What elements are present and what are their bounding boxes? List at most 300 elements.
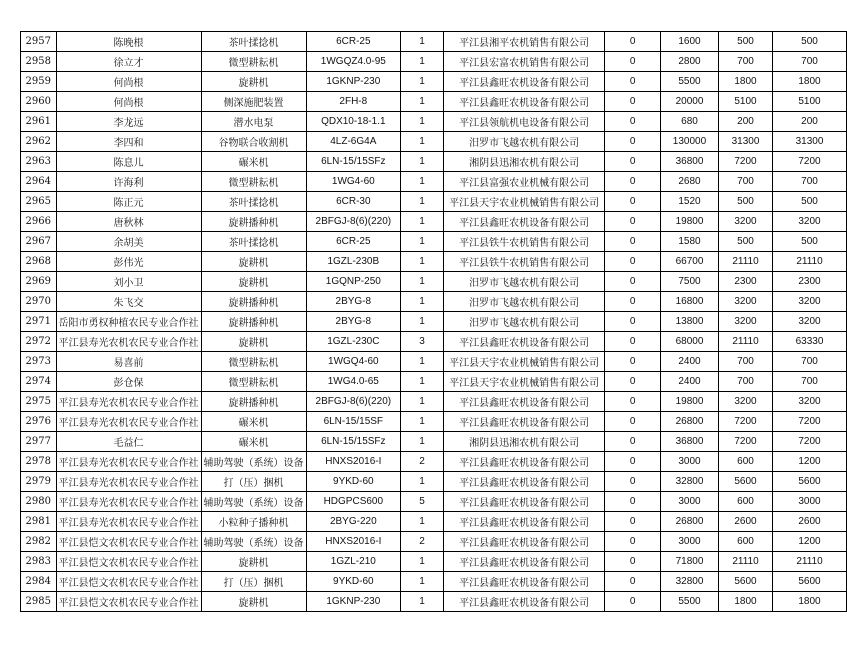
- cell-price: 36800: [660, 432, 718, 452]
- cell-price: 71800: [660, 552, 718, 572]
- cell-total-subsidy: 3200: [772, 292, 846, 312]
- cell-model: 1GZL-230B: [306, 252, 401, 272]
- cell-buyer-name: 唐秋林: [56, 212, 201, 232]
- cell-row-number: 2969: [21, 272, 57, 292]
- cell-unit-subsidy: 500: [719, 192, 773, 212]
- cell-machine-type: 茶叶揉捻机: [201, 232, 306, 252]
- table-row: [21, 332, 847, 352]
- cell-model: HDGPCS600: [306, 492, 401, 512]
- cell-col-zero: 0: [605, 372, 661, 392]
- cell-machine-type: 辅助驾驶（系统）设备: [201, 492, 306, 512]
- cell-quantity: 1: [401, 552, 444, 572]
- cell-buyer-name: 平江县恺文农机农民专业合作社: [56, 592, 201, 612]
- cell-machine-type: 旋耕播种机: [201, 392, 306, 412]
- cell-unit-subsidy: 5100: [719, 92, 773, 112]
- cell-machine-type: 微型耕耘机: [201, 352, 306, 372]
- cell-quantity: 1: [401, 312, 444, 332]
- cell-col-zero: 0: [605, 532, 661, 552]
- cell-row-number: 2981: [21, 512, 57, 532]
- cell-price: 32800: [660, 472, 718, 492]
- cell-model: 1WGQZ4.0-95: [306, 52, 401, 72]
- cell-col-zero: 0: [605, 52, 661, 72]
- cell-buyer-name: 何尚根: [56, 72, 201, 92]
- cell-machine-type: 旋耕机: [201, 72, 306, 92]
- cell-buyer-name: 彭伟光: [56, 252, 201, 272]
- cell-buyer-name: 李四和: [56, 132, 201, 152]
- cell-buyer-name: 平江县寿光农机农民专业合作社: [56, 412, 201, 432]
- cell-row-number: 2985: [21, 592, 57, 612]
- cell-total-subsidy: 700: [772, 52, 846, 72]
- cell-buyer-name: 平江县恺文农机农民专业合作社: [56, 572, 201, 592]
- cell-buyer-name: 何尚根: [56, 92, 201, 112]
- cell-dealer: 平江县鑫旺农机设备有限公司: [443, 592, 604, 612]
- cell-price: 3000: [660, 532, 718, 552]
- cell-total-subsidy: 700: [772, 372, 846, 392]
- cell-price: 1600: [660, 32, 718, 52]
- cell-price: 3000: [660, 492, 718, 512]
- cell-row-number: 2979: [21, 472, 57, 492]
- cell-quantity: 1: [401, 92, 444, 112]
- cell-col-zero: 0: [605, 92, 661, 112]
- cell-machine-type: 旋耕机: [201, 272, 306, 292]
- cell-dealer: 平江县鑫旺农机设备有限公司: [443, 332, 604, 352]
- cell-total-subsidy: 700: [772, 172, 846, 192]
- cell-quantity: 1: [401, 272, 444, 292]
- cell-dealer: 湘阴县迅湘农机有限公司: [443, 152, 604, 172]
- cell-price: 26800: [660, 512, 718, 532]
- cell-price: 66700: [660, 252, 718, 272]
- cell-model: 1GZL-210: [306, 552, 401, 572]
- cell-col-zero: 0: [605, 72, 661, 92]
- cell-row-number: 2960: [21, 92, 57, 112]
- table-row: [21, 352, 847, 372]
- cell-dealer: 平江县鑫旺农机设备有限公司: [443, 72, 604, 92]
- cell-quantity: 5: [401, 492, 444, 512]
- cell-price: 19800: [660, 212, 718, 232]
- cell-col-zero: 0: [605, 492, 661, 512]
- cell-model: HNXS2016-I: [306, 532, 401, 552]
- cell-price: 7500: [660, 272, 718, 292]
- cell-unit-subsidy: 31300: [719, 132, 773, 152]
- cell-dealer: 平江县鑫旺农机设备有限公司: [443, 212, 604, 232]
- cell-row-number: 2974: [21, 372, 57, 392]
- cell-row-number: 2959: [21, 72, 57, 92]
- cell-model: 6CR-25: [306, 232, 401, 252]
- cell-quantity: 1: [401, 32, 444, 52]
- cell-quantity: 1: [401, 232, 444, 252]
- cell-machine-type: 打（压）捆机: [201, 572, 306, 592]
- cell-total-subsidy: 2300: [772, 272, 846, 292]
- cell-model: 1GZL-230C: [306, 332, 401, 352]
- cell-dealer: 平江县鑫旺农机设备有限公司: [443, 532, 604, 552]
- table-row: [21, 452, 847, 472]
- cell-total-subsidy: 7200: [772, 432, 846, 452]
- cell-buyer-name: 平江县寿光农机农民专业合作社: [56, 392, 201, 412]
- cell-unit-subsidy: 500: [719, 32, 773, 52]
- cell-col-zero: 0: [605, 252, 661, 272]
- cell-dealer: 平江县天宇农业机械销售有限公司: [443, 372, 604, 392]
- cell-model: 9YKD-60: [306, 472, 401, 492]
- cell-unit-subsidy: 5600: [719, 472, 773, 492]
- table-row: [21, 512, 847, 532]
- cell-unit-subsidy: 700: [719, 352, 773, 372]
- table-row: [21, 272, 847, 292]
- cell-machine-type: 小粒种子播种机: [201, 512, 306, 532]
- cell-model: 2BFGJ-8(6)(220): [306, 212, 401, 232]
- cell-machine-type: 侧深施肥装置: [201, 92, 306, 112]
- cell-dealer: 平江县鑫旺农机设备有限公司: [443, 472, 604, 492]
- cell-quantity: 1: [401, 412, 444, 432]
- cell-dealer: 平江县湘平农机销售有限公司: [443, 32, 604, 52]
- cell-row-number: 2970: [21, 292, 57, 312]
- cell-model: 2BYG-8: [306, 312, 401, 332]
- cell-buyer-name: 岳阳市勇权种植农民专业合作社: [56, 312, 201, 332]
- cell-price: 32800: [660, 572, 718, 592]
- cell-buyer-name: 陈息儿: [56, 152, 201, 172]
- cell-dealer: 平江县铁牛农机销售有限公司: [443, 232, 604, 252]
- cell-total-subsidy: 7200: [772, 152, 846, 172]
- cell-model: 6CR-30: [306, 192, 401, 212]
- table-row: [21, 412, 847, 432]
- cell-machine-type: 碾米机: [201, 432, 306, 452]
- table-row: [21, 292, 847, 312]
- cell-unit-subsidy: 3200: [719, 392, 773, 412]
- cell-row-number: 2971: [21, 312, 57, 332]
- table-row: [21, 32, 847, 52]
- cell-total-subsidy: 1800: [772, 592, 846, 612]
- cell-price: 68000: [660, 332, 718, 352]
- cell-quantity: 1: [401, 112, 444, 132]
- table-row: [21, 112, 847, 132]
- table-row: [21, 432, 847, 452]
- cell-unit-subsidy: 700: [719, 372, 773, 392]
- cell-quantity: 1: [401, 172, 444, 192]
- table-row: [21, 472, 847, 492]
- table-row: [21, 532, 847, 552]
- table-body: [21, 32, 847, 612]
- cell-price: 13800: [660, 312, 718, 332]
- cell-unit-subsidy: 700: [719, 172, 773, 192]
- cell-row-number: 2961: [21, 112, 57, 132]
- cell-machine-type: 碾米机: [201, 152, 306, 172]
- cell-quantity: 2: [401, 452, 444, 472]
- cell-machine-type: 旋耕机: [201, 252, 306, 272]
- cell-buyer-name: 李龙远: [56, 112, 201, 132]
- cell-total-subsidy: 5600: [772, 472, 846, 492]
- cell-total-subsidy: 31300: [772, 132, 846, 152]
- cell-col-zero: 0: [605, 472, 661, 492]
- cell-buyer-name: 平江县寿光农机农民专业合作社: [56, 332, 201, 352]
- cell-price: 130000: [660, 132, 718, 152]
- cell-quantity: 1: [401, 252, 444, 272]
- cell-buyer-name: 平江县寿光农机农民专业合作社: [56, 512, 201, 532]
- cell-row-number: 2966: [21, 212, 57, 232]
- table-row: [21, 52, 847, 72]
- cell-total-subsidy: 200: [772, 112, 846, 132]
- cell-model: 2BYG-8: [306, 292, 401, 312]
- cell-buyer-name: 徐立才: [56, 52, 201, 72]
- cell-dealer: 汨罗市飞越农机有限公司: [443, 312, 604, 332]
- cell-quantity: 1: [401, 592, 444, 612]
- cell-machine-type: 潜水电泵: [201, 112, 306, 132]
- cell-col-zero: 0: [605, 132, 661, 152]
- cell-unit-subsidy: 21110: [719, 332, 773, 352]
- cell-unit-subsidy: 21110: [719, 552, 773, 572]
- cell-quantity: 1: [401, 292, 444, 312]
- cell-total-subsidy: 63330: [772, 332, 846, 352]
- cell-total-subsidy: 21110: [772, 252, 846, 272]
- cell-col-zero: 0: [605, 192, 661, 212]
- cell-total-subsidy: 500: [772, 32, 846, 52]
- cell-dealer: 平江县天宇农业机械销售有限公司: [443, 352, 604, 372]
- cell-total-subsidy: 3200: [772, 312, 846, 332]
- cell-price: 3000: [660, 452, 718, 472]
- cell-unit-subsidy: 7200: [719, 432, 773, 452]
- cell-dealer: 平江县宏富农机销售有限公司: [443, 52, 604, 72]
- cell-dealer: 平江县富强农业机械有限公司: [443, 172, 604, 192]
- cell-buyer-name: 平江县寿光农机农民专业合作社: [56, 452, 201, 472]
- cell-model: 1WG4-60: [306, 172, 401, 192]
- cell-unit-subsidy: 600: [719, 492, 773, 512]
- cell-col-zero: 0: [605, 512, 661, 532]
- cell-col-zero: 0: [605, 332, 661, 352]
- cell-model: 2BFGJ-8(6)(220): [306, 392, 401, 412]
- cell-machine-type: 谷物联合收割机: [201, 132, 306, 152]
- cell-row-number: 2968: [21, 252, 57, 272]
- cell-model: HNXS2016-I: [306, 452, 401, 472]
- cell-model: 1GKNP-230: [306, 72, 401, 92]
- cell-total-subsidy: 7200: [772, 412, 846, 432]
- subsidy-table: [20, 31, 847, 612]
- cell-row-number: 2980: [21, 492, 57, 512]
- cell-col-zero: 0: [605, 272, 661, 292]
- cell-dealer: 平江县鑫旺农机设备有限公司: [443, 572, 604, 592]
- cell-row-number: 2978: [21, 452, 57, 472]
- cell-price: 16800: [660, 292, 718, 312]
- table-row: [21, 132, 847, 152]
- cell-unit-subsidy: 3200: [719, 292, 773, 312]
- cell-row-number: 2957: [21, 32, 57, 52]
- cell-total-subsidy: 1200: [772, 452, 846, 472]
- cell-price: 36800: [660, 152, 718, 172]
- table-row: [21, 192, 847, 212]
- cell-row-number: 2977: [21, 432, 57, 452]
- cell-col-zero: 0: [605, 152, 661, 172]
- cell-price: 680: [660, 112, 718, 132]
- cell-price: 5500: [660, 592, 718, 612]
- cell-row-number: 2975: [21, 392, 57, 412]
- cell-buyer-name: 易喜前: [56, 352, 201, 372]
- cell-quantity: 1: [401, 152, 444, 172]
- cell-model: 1WG4.0-65: [306, 372, 401, 392]
- cell-machine-type: 辅助驾驶（系统）设备: [201, 532, 306, 552]
- cell-col-zero: 0: [605, 572, 661, 592]
- cell-machine-type: 茶叶揉捻机: [201, 192, 306, 212]
- cell-quantity: 1: [401, 212, 444, 232]
- cell-machine-type: 微型耕耘机: [201, 172, 306, 192]
- cell-buyer-name: 刘小卫: [56, 272, 201, 292]
- cell-buyer-name: 许海利: [56, 172, 201, 192]
- cell-total-subsidy: 1800: [772, 72, 846, 92]
- cell-total-subsidy: 3200: [772, 392, 846, 412]
- cell-dealer: 平江县天宇农业机械销售有限公司: [443, 192, 604, 212]
- cell-buyer-name: 陈正元: [56, 192, 201, 212]
- cell-unit-subsidy: 2300: [719, 272, 773, 292]
- cell-model: 1WGQ4-60: [306, 352, 401, 372]
- cell-col-zero: 0: [605, 172, 661, 192]
- cell-col-zero: 0: [605, 392, 661, 412]
- table-row: [21, 492, 847, 512]
- cell-unit-subsidy: 7200: [719, 152, 773, 172]
- cell-row-number: 2963: [21, 152, 57, 172]
- cell-total-subsidy: 5100: [772, 92, 846, 112]
- cell-buyer-name: 毛益仁: [56, 432, 201, 452]
- cell-row-number: 2982: [21, 532, 57, 552]
- cell-machine-type: 旋耕播种机: [201, 312, 306, 332]
- cell-model: 6LN-15/15SFz: [306, 432, 401, 452]
- cell-dealer: 平江县鑫旺农机设备有限公司: [443, 552, 604, 572]
- table-row: [21, 392, 847, 412]
- table-row: [21, 312, 847, 332]
- cell-unit-subsidy: 2600: [719, 512, 773, 532]
- cell-col-zero: 0: [605, 212, 661, 232]
- cell-machine-type: 旋耕播种机: [201, 292, 306, 312]
- cell-dealer: 平江县鑫旺农机设备有限公司: [443, 452, 604, 472]
- cell-quantity: 1: [401, 72, 444, 92]
- cell-total-subsidy: 3200: [772, 212, 846, 232]
- cell-price: 2800: [660, 52, 718, 72]
- cell-model: 1GKNP-230: [306, 592, 401, 612]
- cell-col-zero: 0: [605, 412, 661, 432]
- cell-total-subsidy: 2600: [772, 512, 846, 532]
- cell-machine-type: 旋耕机: [201, 592, 306, 612]
- cell-buyer-name: 平江县寿光农机农民专业合作社: [56, 492, 201, 512]
- cell-model: 9YKD-60: [306, 572, 401, 592]
- cell-unit-subsidy: 600: [719, 532, 773, 552]
- cell-price: 5500: [660, 72, 718, 92]
- cell-buyer-name: 陈晚根: [56, 32, 201, 52]
- cell-col-zero: 0: [605, 552, 661, 572]
- cell-unit-subsidy: 5600: [719, 572, 773, 592]
- cell-total-subsidy: 1200: [772, 532, 846, 552]
- cell-machine-type: 旋耕机: [201, 332, 306, 352]
- cell-quantity: 1: [401, 512, 444, 532]
- cell-machine-type: 旋耕播种机: [201, 212, 306, 232]
- cell-row-number: 2973: [21, 352, 57, 372]
- cell-row-number: 2965: [21, 192, 57, 212]
- cell-price: 20000: [660, 92, 718, 112]
- cell-price: 19800: [660, 392, 718, 412]
- cell-model: 1GQNP-250: [306, 272, 401, 292]
- cell-col-zero: 0: [605, 32, 661, 52]
- cell-dealer: 平江县鑫旺农机设备有限公司: [443, 492, 604, 512]
- cell-model: 6LN-15/15SFz: [306, 152, 401, 172]
- table-row: [21, 152, 847, 172]
- cell-total-subsidy: 500: [772, 232, 846, 252]
- cell-unit-subsidy: 7200: [719, 412, 773, 432]
- cell-model: 4LZ-6G4A: [306, 132, 401, 152]
- cell-total-subsidy: 500: [772, 192, 846, 212]
- cell-buyer-name: 平江县恺文农机农民专业合作社: [56, 552, 201, 572]
- cell-price: 2400: [660, 352, 718, 372]
- cell-price: 26800: [660, 412, 718, 432]
- cell-quantity: 1: [401, 572, 444, 592]
- cell-quantity: 1: [401, 52, 444, 72]
- cell-col-zero: 0: [605, 432, 661, 452]
- table-row: [21, 592, 847, 612]
- cell-unit-subsidy: 700: [719, 52, 773, 72]
- cell-buyer-name: 平江县寿光农机农民专业合作社: [56, 472, 201, 492]
- cell-dealer: 平江县鑫旺农机设备有限公司: [443, 412, 604, 432]
- cell-total-subsidy: 21110: [772, 552, 846, 572]
- cell-quantity: 1: [401, 472, 444, 492]
- cell-col-zero: 0: [605, 292, 661, 312]
- table-row: [21, 552, 847, 572]
- cell-unit-subsidy: 21110: [719, 252, 773, 272]
- cell-total-subsidy: 700: [772, 352, 846, 372]
- cell-buyer-name: 彭仓保: [56, 372, 201, 392]
- cell-model: 2BYG-220: [306, 512, 401, 532]
- cell-unit-subsidy: 3200: [719, 212, 773, 232]
- cell-col-zero: 0: [605, 452, 661, 472]
- cell-total-subsidy: 3000: [772, 492, 846, 512]
- table-row: [21, 372, 847, 392]
- cell-quantity: 3: [401, 332, 444, 352]
- cell-quantity: 1: [401, 392, 444, 412]
- cell-price: 1580: [660, 232, 718, 252]
- table-row: [21, 252, 847, 272]
- cell-unit-subsidy: 600: [719, 452, 773, 472]
- cell-dealer: 平江县铁牛农机销售有限公司: [443, 252, 604, 272]
- cell-col-zero: 0: [605, 232, 661, 252]
- cell-unit-subsidy: 1800: [719, 72, 773, 92]
- cell-unit-subsidy: 500: [719, 232, 773, 252]
- cell-dealer: 汨罗市飞越农机有限公司: [443, 272, 604, 292]
- cell-total-subsidy: 5600: [772, 572, 846, 592]
- cell-row-number: 2958: [21, 52, 57, 72]
- table-row: [21, 92, 847, 112]
- cell-dealer: 汨罗市飞越农机有限公司: [443, 132, 604, 152]
- cell-row-number: 2976: [21, 412, 57, 432]
- table-row: [21, 212, 847, 232]
- cell-quantity: 1: [401, 432, 444, 452]
- cell-model: 6CR-25: [306, 32, 401, 52]
- cell-row-number: 2964: [21, 172, 57, 192]
- cell-price: 1520: [660, 192, 718, 212]
- cell-buyer-name: 余胡美: [56, 232, 201, 252]
- cell-quantity: 1: [401, 352, 444, 372]
- cell-col-zero: 0: [605, 352, 661, 372]
- cell-machine-type: 微型耕耘机: [201, 52, 306, 72]
- cell-row-number: 2962: [21, 132, 57, 152]
- cell-unit-subsidy: 3200: [719, 312, 773, 332]
- table-row: [21, 572, 847, 592]
- cell-machine-type: 旋耕机: [201, 552, 306, 572]
- cell-col-zero: 0: [605, 312, 661, 332]
- cell-dealer: 平江县鑫旺农机设备有限公司: [443, 392, 604, 412]
- cell-machine-type: 碾米机: [201, 412, 306, 432]
- cell-price: 2400: [660, 372, 718, 392]
- cell-buyer-name: 平江县恺文农机农民专业合作社: [56, 532, 201, 552]
- cell-unit-subsidy: 1800: [719, 592, 773, 612]
- cell-col-zero: 0: [605, 112, 661, 132]
- cell-machine-type: 辅助驾驶（系统）设备: [201, 452, 306, 472]
- cell-machine-type: 微型耕耘机: [201, 372, 306, 392]
- cell-dealer: 平江县鑫旺农机设备有限公司: [443, 512, 604, 532]
- cell-col-zero: 0: [605, 592, 661, 612]
- cell-dealer: 平江县鑫旺农机设备有限公司: [443, 92, 604, 112]
- cell-unit-subsidy: 200: [719, 112, 773, 132]
